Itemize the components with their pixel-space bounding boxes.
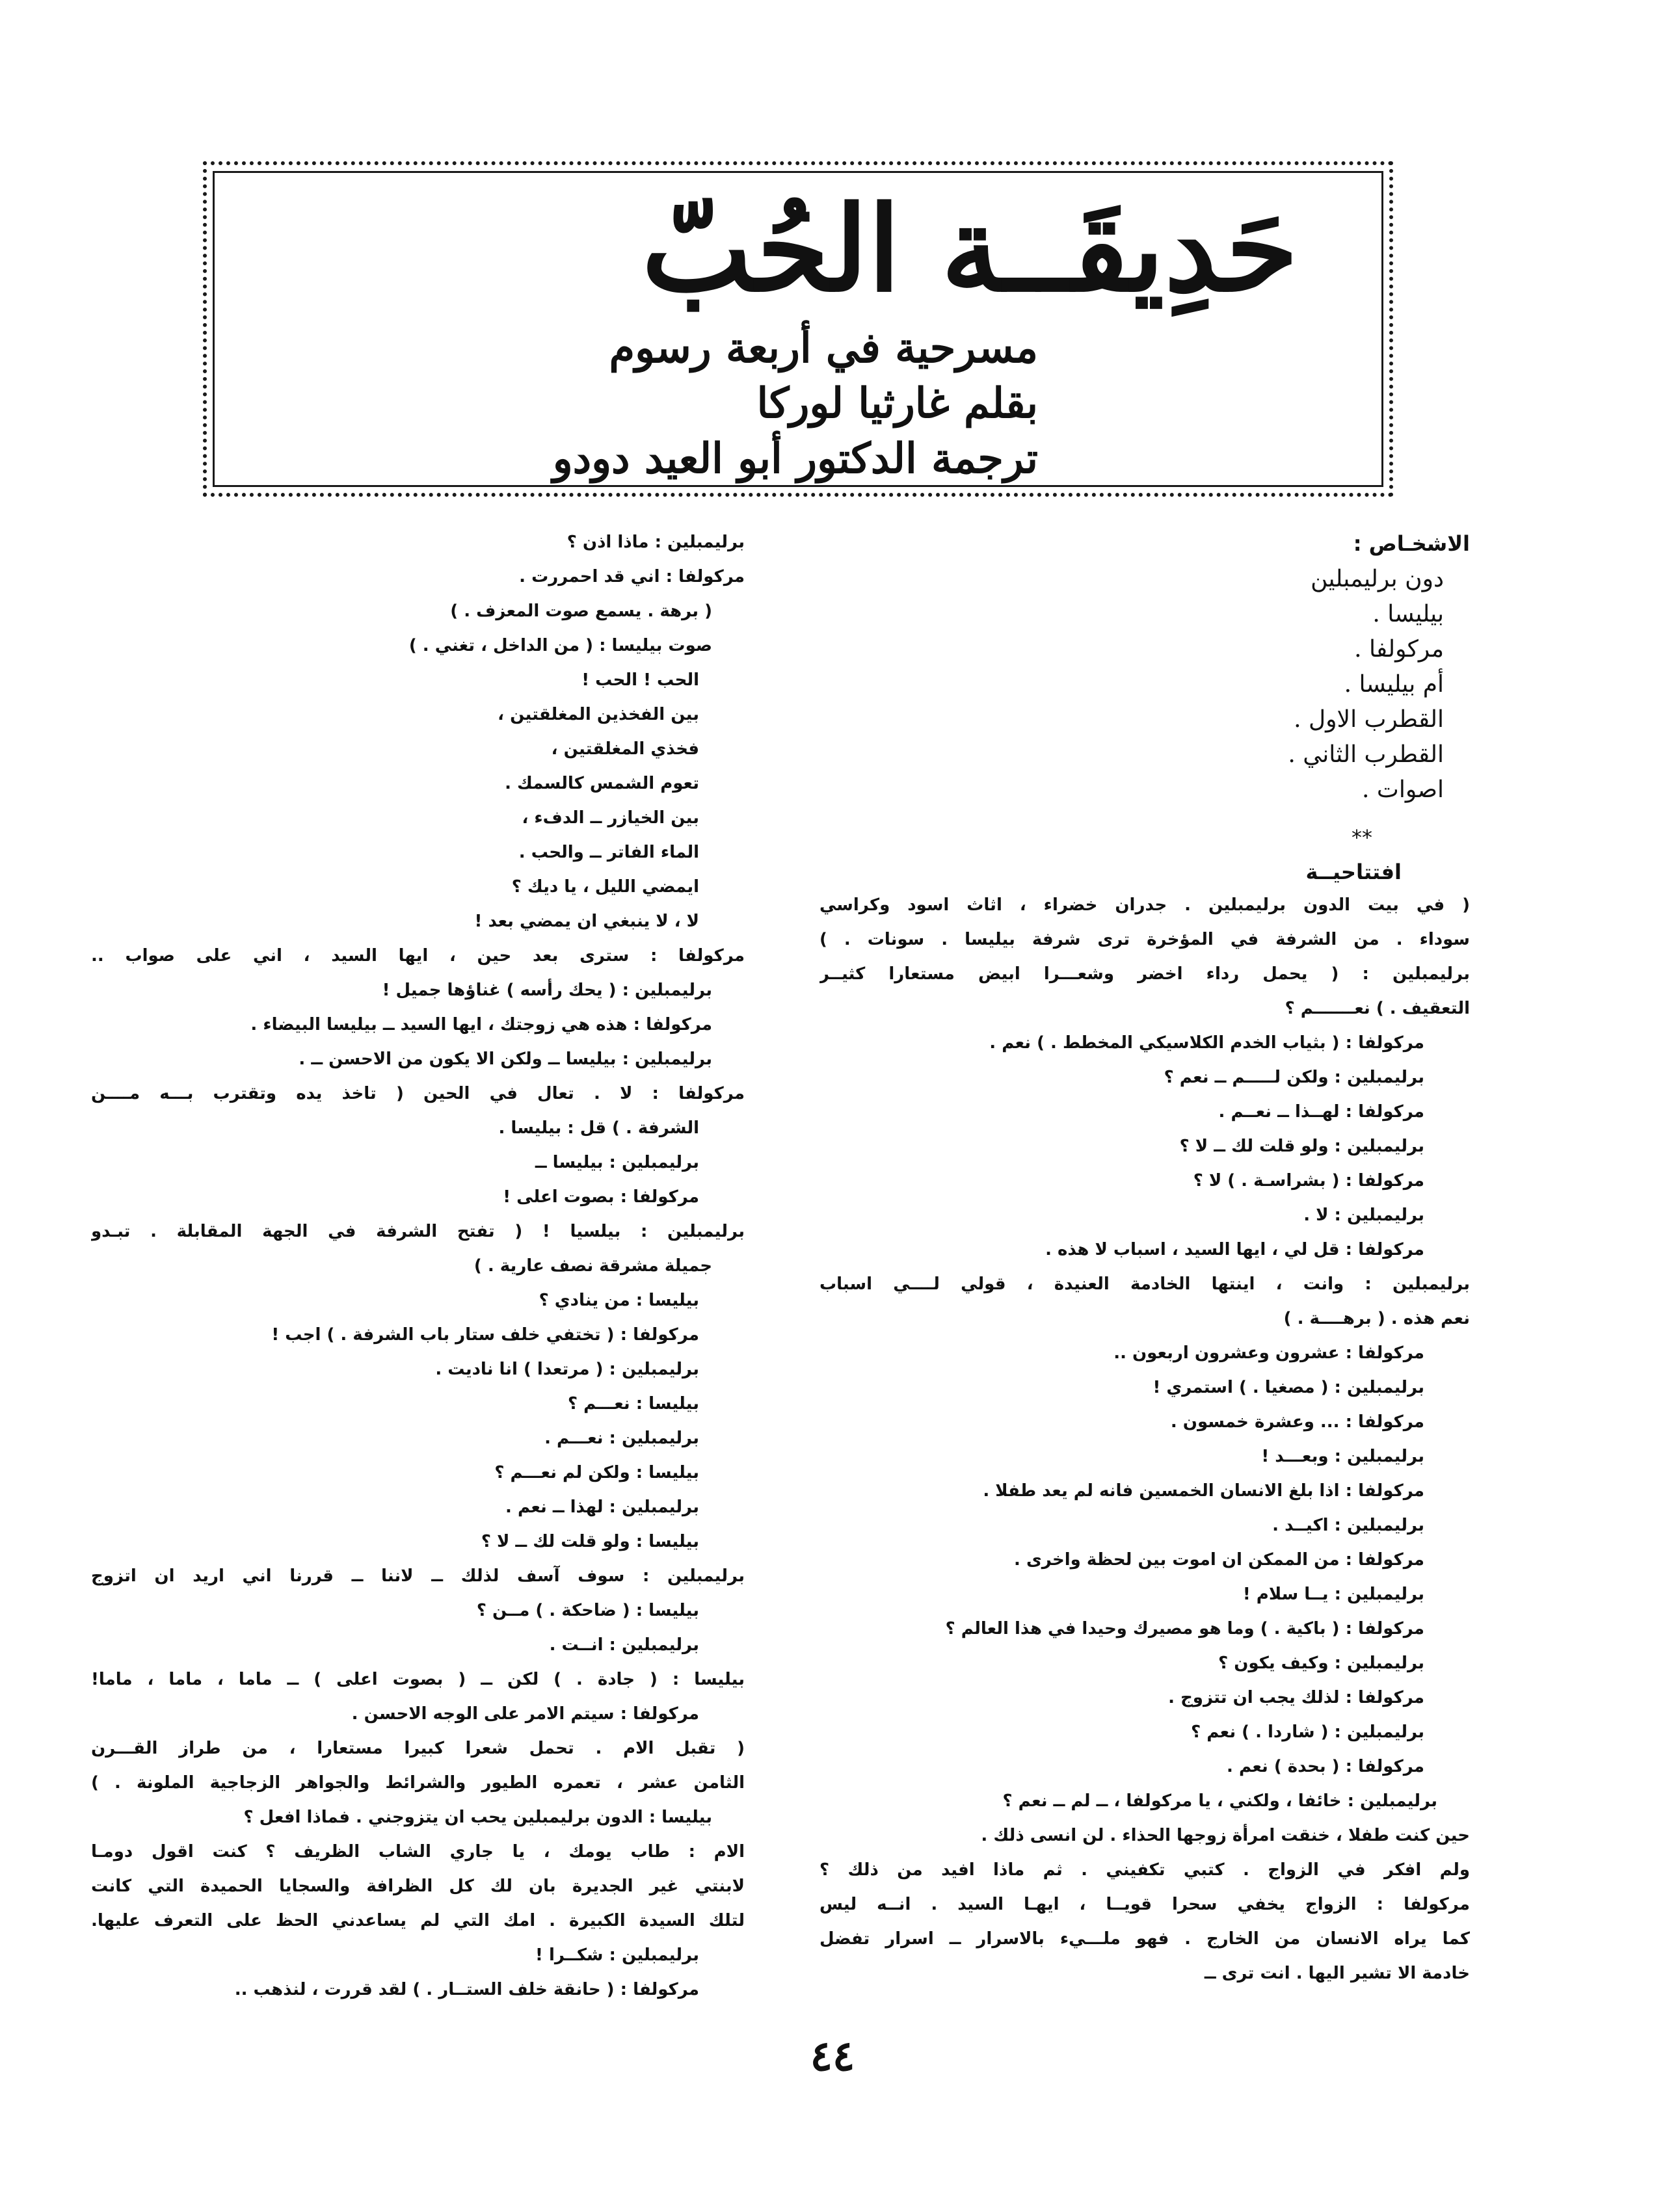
text-line: ايمضي الليل ، يا ديك ؟	[511, 877, 699, 897]
text-line: لتلك السيدة الكبيرة . امك التي لم يساعدني الحظ على التعرف عليها.	[91, 1911, 745, 1930]
text-line: مركولفا : سترى بعد حين ، ايها السيد ، اني على صواب ..	[91, 946, 745, 966]
text-line: بيليسا : ( ضاحكة . ) مــن ؟	[476, 1601, 699, 1620]
text-line: ولم افكر في الزواج . كتبي تكفيني . ثم ماذا افيد من ذلك ؟	[819, 1860, 1470, 1880]
text-line: بين الفخذين المغلقتين ،	[498, 705, 699, 724]
text-line: ( تقبل الام . تحمل شعرا كبيرا مستعارا ، من طراز القـــرن	[91, 1739, 745, 1758]
text-line: برليمبلين : ( يحمل رداء اخضر وشعـــرا ابيض مستعارا كثيــر	[819, 964, 1470, 984]
play-translator: ترجمة الدكتور أبو العيد دودو	[552, 434, 1038, 483]
text-line: مركولفا : عشرون وعشرون اربعون ..	[1113, 1343, 1424, 1363]
text-line: حين كنت طفلا ، خنقت امرأة زوجها الحذاء . لن انسى ذلك .	[981, 1826, 1470, 1845]
text-line: برليمبلين : اكيــد .	[1272, 1516, 1424, 1535]
text-line: برليمبلين : شكــرا !	[535, 1945, 699, 1965]
text-line: الام : طاب يومك ، يا جاري الشاب الظريف ؟ كنت اقول دومـا	[91, 1842, 745, 1862]
text-line: برليمبلين : بيليسا ــ ولكن الا يكون من الاحسن ــ .	[299, 1049, 712, 1069]
text-line: مركولفا : هذه هي زوجتك ، ايها السيد ــ بيليسا البيضاء .	[250, 1015, 712, 1034]
person-item: مركولفا .	[1354, 636, 1444, 663]
text-line: برليمبلين : ( يحك رأسه ) غناؤها جميل !	[382, 981, 712, 1000]
text-line: فخذي المغلقتين ،	[551, 739, 699, 759]
text-line: مركولفا : ( تختفي خلف ستار باب الشرفة . ) اجب !	[271, 1325, 699, 1345]
page-number: ٤٤	[810, 2032, 855, 2081]
play-subtitle: مسرحية في أربعة رسوم	[609, 324, 1038, 373]
text-line: الشرفة . ) قل : بيليسا .	[498, 1118, 699, 1138]
text-line: مركولفا : الزواج يخفي سحرا قويــا ، ايهـا السيد . انــه ليس	[819, 1895, 1470, 1914]
text-line: مركولفا : لهــذا ــ نعــم .	[1218, 1102, 1424, 1122]
text-line: برليمبلين : ولكن لـــــم ــ نعم ؟	[1164, 1068, 1424, 1087]
text-line: بيليسا : ولكن لم نعـــم ؟	[494, 1463, 699, 1482]
text-line: برليمبلين : وبعـــد !	[1261, 1447, 1424, 1466]
text-line: صوت بيليسا : ( من الداخل ، تغني . )	[408, 636, 712, 655]
text-line: مركولفا : ( باكية . ) وما هو مصيرك وحيدا في هذا العالم ؟	[945, 1619, 1424, 1639]
text-line: برليمبلين : ( مصغيا . ) استمري !	[1152, 1378, 1424, 1397]
left-column	[91, 525, 745, 2007]
text-line: برليمبلين : انــت .	[549, 1635, 699, 1655]
text-line: بيليسا : ( جادة . ) لكن ــ ( بصوت اعلى ) ــ ماما ، ماما ، ماما!	[91, 1670, 745, 1689]
text-line: جميلة مشرقة نصف عارية . )	[473, 1256, 712, 1276]
text-line: مركولفا : بصوت اعلى !	[503, 1187, 699, 1207]
text-line: التعقيف . ) نعـــــــم ؟	[1285, 999, 1470, 1018]
text-line: مركولفا : ( حانقة خلف الستــار . ) لقد قررت ، لنذهب ..	[234, 1980, 699, 1999]
text-line: مركولفا : لذلك يجب ان تتزوج .	[1168, 1688, 1424, 1707]
person-item: القطرب الاول .	[1294, 706, 1444, 733]
person-item: دون برليمبلين	[1311, 566, 1444, 592]
text-line: كما يراه الانسان من الخارج . فهو ملـــيء بالاسرار ــ اسرار تفضل	[819, 1929, 1470, 1949]
text-line: الحب ! الحب !	[581, 670, 699, 690]
text-line: برليمبلين : ماذا اذن ؟	[566, 533, 745, 552]
text-line: برليمبلين : لا .	[1303, 1205, 1424, 1225]
section-stars: **	[1352, 825, 1372, 850]
text-line: مركولفا : اني قد احمررت .	[519, 567, 745, 586]
text-line: سوداء . من الشرفة في المؤخرة ترى شرفة بيليسا . سونات . )	[819, 930, 1470, 949]
text-line: خادمة الا تشير اليها . انت ترى ــ	[1204, 1964, 1470, 1983]
text-line: مركولفا : لا . تعال في الحين ( تاخذ يده وتقترب بـــه مــــن	[91, 1084, 745, 1103]
text-line: برليمبلين : ولو قلت لك ــ لا ؟	[1179, 1137, 1424, 1156]
text-line: بيليسا : ولو قلت لك ــ لا ؟	[481, 1532, 699, 1551]
text-line: بيليسا : من ينادي ؟	[539, 1291, 699, 1310]
play-title: حَدِيقَــة الحُبّ	[641, 181, 1298, 318]
persons-list	[819, 562, 1470, 808]
text-line: مركولفا : ( بشراسـة . ) لا ؟	[1193, 1171, 1424, 1191]
opening-heading: افتتاحيــة	[1305, 860, 1402, 884]
text-line: تعوم الشمس كالسمك .	[505, 774, 699, 793]
person-item: القطرب الثاني .	[1288, 741, 1444, 768]
title-frame	[203, 161, 1393, 497]
text-line: برليمبلين : سوف آسف لذلك ــ لاننا ــ قررنا اني اريد ان اتزوج	[91, 1566, 745, 1586]
right-column	[819, 525, 1470, 1991]
text-line: برليمبلين : وكيف يكون ؟	[1218, 1653, 1424, 1673]
text-line: مركولفا : ( بثياب الخدم الكلاسيكي المخطط . ) نعم .	[989, 1033, 1424, 1053]
text-line: ( في بيت الدون برليمبلين . جدران خضراء ، اثاث اسود وكراسي	[819, 895, 1470, 915]
text-line: برليمبلين : بيليسا ــ	[535, 1153, 699, 1172]
person-item: بيليسا .	[1372, 601, 1444, 627]
text-line: برليمبلين : ( مرتعدا ) انا ناديت .	[435, 1360, 699, 1379]
play-author: بقلم غارثيا لوركا	[756, 379, 1038, 428]
text-line: بين الخيازر ــ الدفء ،	[522, 808, 699, 828]
text-line: ( برهة . يسمع صوت المعزف . )	[450, 601, 712, 621]
text-line: لا ، لا ينبغي ان يمضي بعد !	[474, 912, 699, 931]
text-line: مركولفا : ... وعشرة خمسون .	[1170, 1412, 1424, 1432]
left-column-text	[91, 525, 745, 2007]
text-line: الثامن عشر ، تعمره الطيور والشرائط والجواهر الزجاجية الملونة . )	[91, 1773, 745, 1793]
text-line: مركولفا : ( بحدة ) نعم .	[1227, 1757, 1424, 1776]
text-line: برليمبلين : لهذا ــ نعم .	[505, 1497, 699, 1517]
persons-heading: الاشخـاص :	[1353, 531, 1470, 556]
text-line: برليمبلين : يــا سلام !	[1242, 1585, 1424, 1604]
text-line: برليمبلين : بيلسيا ! ( تفتح الشرفة في الجهة المقابلة . تبـدو	[91, 1222, 745, 1241]
text-line: برليمبلين : خائفا ، ولكني ، يا مركولفا ، ــ لم ــ نعم ؟	[1002, 1791, 1437, 1811]
opening-text	[819, 888, 1470, 1991]
text-line: لابنتي غير الجديرة بان لك كل الظرافة والسجايا الحميدة التي كانت	[91, 1876, 745, 1896]
text-line: بيليسا : الدون برليمبلين يحب ان يتزوجني . فماذا افعل ؟	[243, 1808, 712, 1827]
text-line: مركولفا : من الممكن ان اموت بين لحظة واخرى .	[1014, 1550, 1424, 1570]
text-line: مركولفا : قل لي ، ايها السيد ، اسباب لا هذه .	[1045, 1240, 1424, 1259]
text-line: مركولفا : سيتم الامر على الوجه الاحسن .	[351, 1704, 699, 1724]
text-line: برليمبلين : نعـــم .	[544, 1429, 699, 1448]
text-line: نعم هذه . ( برهــــة . )	[1283, 1309, 1470, 1328]
text-line: الماء الفاتر ــ والحب .	[518, 843, 699, 862]
text-line: بيليسا : نعـــم ؟	[568, 1394, 699, 1414]
person-item: اصوات .	[1362, 776, 1444, 803]
person-item: أم بيليسا .	[1344, 671, 1444, 698]
text-line: برليمبلين : ( شاردا . ) نعم ؟	[1191, 1722, 1424, 1742]
text-line: برليمبلين : وانت ، اينتها الخادمة العنيدة ، قولي لــــي اسباب	[819, 1274, 1470, 1294]
text-line: مركولفا : اذا بلغ الانسان الخمسين فانه لم يعد طفلا .	[983, 1481, 1424, 1501]
